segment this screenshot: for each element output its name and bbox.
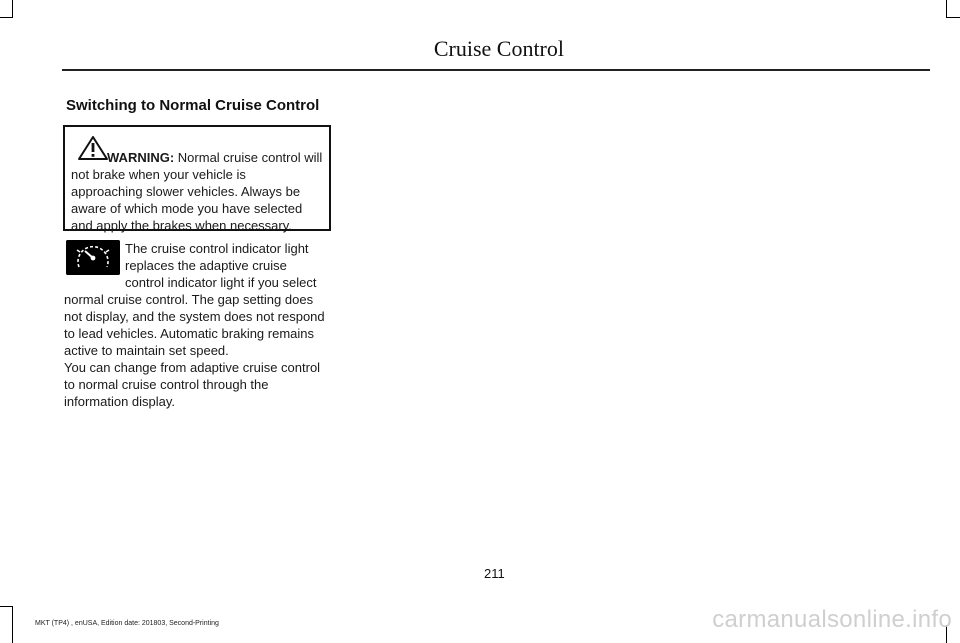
warning-line-4: aware of which mode you have selected <box>71 201 303 216</box>
indicator-line-2: replaces the adaptive cruise <box>125 258 287 273</box>
header-rule <box>62 69 930 71</box>
warning-line-3: approaching slower vehicles. Always be <box>71 184 301 199</box>
edition-footer: MKT (TP4) , enUSA, Edition date: 201803, Second-Printing <box>35 620 219 627</box>
page-number: 211 <box>484 566 505 581</box>
warning-line-5: and apply the brakes when necessary. <box>71 218 292 233</box>
crop-mark-top-right-h <box>946 17 960 18</box>
indicator-line-1: The cruise control indicator light <box>125 241 309 256</box>
change-line-2: to normal cruise control through the <box>64 377 269 392</box>
warning-line-2: not brake when your vehicle is <box>71 167 246 182</box>
indicator-line-3: control indicator light if you select <box>125 275 317 290</box>
indicator-line-6: to lead vehicles. Automatic braking remains <box>64 326 315 341</box>
warning-label: WARNING: <box>107 150 175 165</box>
indicator-line-4: normal cruise control. The gap setting does <box>64 292 314 307</box>
change-line-3: information display. <box>64 394 176 409</box>
warning-box <box>63 125 331 231</box>
crop-mark-top-left-h <box>0 17 13 18</box>
watermark: carmanualsonline.info <box>712 606 952 633</box>
indicator-line-7: active to maintain set speed. <box>64 343 229 358</box>
change-line-1: You can change from adaptive cruise control <box>64 360 321 375</box>
indicator-paragraph <box>64 240 338 359</box>
page-header-title: Cruise Control <box>433 36 564 61</box>
warning-text-1: Normal cruise control will <box>177 150 323 165</box>
crop-mark-bottom-left <box>12 606 13 643</box>
crop-mark-top-right <box>946 0 947 18</box>
crop-mark-top-left <box>12 0 13 18</box>
indicator-line-5: not display, and the system does not respond <box>64 309 325 324</box>
warning-triangle-icon <box>77 135 109 161</box>
change-paragraph <box>64 359 338 410</box>
crop-mark-bottom-left-h <box>0 606 13 607</box>
section-heading: Switching to Normal Cruise Control <box>66 97 320 114</box>
